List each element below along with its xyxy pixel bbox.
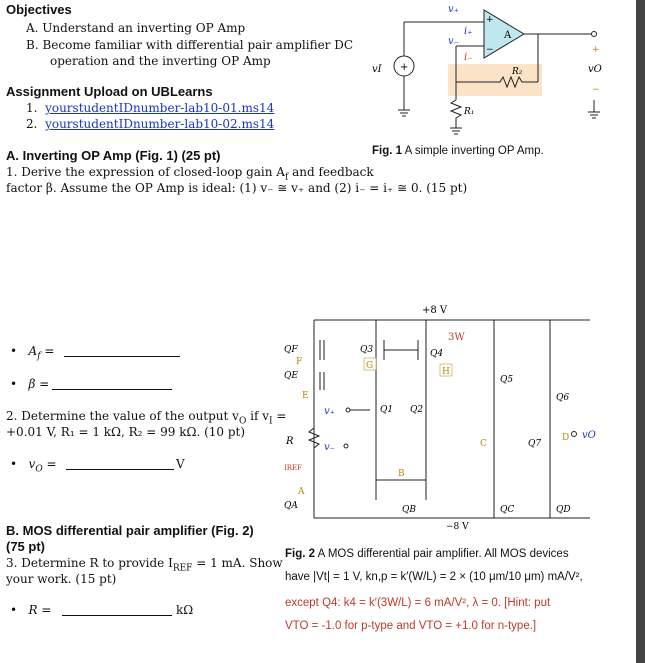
part-a-q2-line2: +0.01 V, R₁ = 1 kΩ, R₂ = 99 kΩ. (10 pt)	[6, 425, 246, 439]
part-b-title-2: (75 pt)	[6, 539, 45, 554]
vo-unit: V	[176, 457, 185, 471]
assignment-title: Assignment Upload on UBLearns	[6, 84, 213, 99]
qa-label: QA	[284, 501, 298, 511]
assignment-file-2[interactable]: 2. yourstudentIDnumber-lab10-02.ms14	[26, 117, 275, 131]
part-a-title: A. Inverting OP Amp (Fig. 1) (25 pt)	[6, 148, 221, 163]
vi-source-plus: +	[400, 62, 409, 73]
vo-label: vO	[588, 64, 602, 75]
r1-label: R₁	[464, 107, 475, 117]
objective-b-line2: operation and the inverting OP Amp	[50, 54, 271, 68]
node-d: D	[562, 433, 570, 443]
beta-answer-line[interactable]	[52, 389, 172, 390]
r1-resistor	[451, 100, 461, 128]
iminus-label: i₋	[464, 52, 473, 63]
vdd-label: +8 V	[422, 305, 448, 316]
qf-label: QF	[284, 345, 298, 355]
vo-terminal	[592, 32, 597, 37]
op-amp-minus-input: −	[486, 45, 494, 55]
fig2-caption-line2: have |Vt| = 1 V, kn,p = k′(W/L) = 2 × (10 μm/10 μm) mA/V²,	[285, 571, 583, 583]
part-b-title-1: B. MOS differential pair amplifier (Fig. 2)	[6, 523, 254, 538]
part-a-q1-line1: 1. Derive the expression of closed-loop gain $A_f$ and feedback	[6, 165, 374, 183]
part-a-q1-line2: factor β. Assume the OP Amp is ideal: (1) v₋ ≅ v₊ and (2) i₋ = i₊ ≅ 0. (15 pt)	[6, 181, 468, 195]
node-f: F	[296, 357, 303, 367]
vss-label: −8 V	[446, 522, 469, 530]
af-answer-line[interactable]	[64, 356, 180, 357]
vo-answer-line[interactable]	[66, 469, 174, 470]
qe-label: QE	[284, 371, 298, 381]
q6-label: Q6	[556, 393, 570, 403]
qc-label: QC	[500, 505, 515, 515]
fig2-diff-pair-circuit	[280, 300, 620, 530]
r-answer: • R =	[10, 603, 52, 617]
r-label: R	[286, 436, 294, 447]
file-link-1[interactable]: yourstudentIDnumber-lab10-01.ms14	[45, 101, 275, 115]
op-amp-plus-input: +	[486, 15, 494, 25]
objective-b-line1: B. Become familiar with differential pair amplifier DC	[26, 38, 354, 52]
fig2-caption-line3: except Q4: k4 = k′(3W/L) = 6 mA/V², λ = 0. [Hint: put	[285, 597, 551, 609]
node-e: E	[302, 391, 309, 401]
q3-label: Q3	[360, 345, 374, 355]
fig1-highlight	[448, 64, 542, 96]
fig2-vo-label: vO	[582, 430, 596, 441]
fig1-caption: Fig. 1 A simple inverting OP Amp.	[372, 145, 544, 157]
iref-label: IREF	[284, 464, 303, 472]
part-a-q2-line1: 2. Determine the value of the output $v_O$ if $v_I$ =	[6, 409, 287, 427]
objectives-title: Objectives	[6, 2, 72, 17]
part-b-q3-line2: your work. (15 pt)	[6, 572, 117, 586]
qb-label: QB	[402, 505, 416, 515]
vo-plus: +	[592, 45, 600, 55]
vo-output-terminal	[572, 432, 577, 437]
r2-label: R₂	[512, 67, 523, 77]
q4-label: Q4	[430, 349, 444, 359]
vp-label: v₊	[324, 406, 335, 417]
qd-label: QD	[556, 505, 571, 515]
assignment-file-1[interactable]: 1. yourstudentIDnumber-lab10-01.ms14	[26, 101, 275, 115]
vo-answer: • $v_O$ =	[10, 457, 57, 475]
r-answer-line[interactable]	[62, 615, 172, 616]
part-b-q3-line1: 3. Determine R to provide $I_{REF} = 1$ mA. Show	[6, 556, 283, 574]
fig1-op-amp-circuit	[360, 0, 630, 148]
fig2-caption-line4: VTO = -1.0 for p-type and VTO = +1.0 for n-type.]	[285, 620, 537, 632]
vi-label: vI	[372, 64, 382, 75]
vo-minus: −	[592, 85, 600, 95]
node-c: C	[480, 439, 487, 449]
vplus-label: v₊	[448, 4, 459, 15]
iplus-label: i₊	[464, 26, 473, 37]
vm-label: v₋	[324, 442, 335, 453]
r-unit: kΩ	[176, 603, 194, 617]
node-b: B	[398, 469, 405, 479]
file-link-2[interactable]: yourstudentIDnumber-lab10-02.ms14	[45, 117, 275, 131]
q1-label: Q1	[380, 405, 394, 415]
fig2-caption-line1: Fig. 2 A MOS differential pair amplifier. All MOS devices	[285, 548, 569, 560]
op-amp-gain-label: A	[504, 30, 512, 41]
objective-a: A. Understand an inverting OP Amp	[26, 21, 246, 35]
w3-label: 3W	[448, 332, 465, 343]
node-h: H	[442, 367, 450, 377]
node-a: A	[298, 487, 305, 497]
q2-label: Q2	[410, 405, 424, 415]
af-answer: • $A_f$ =	[10, 344, 55, 362]
vminus-label: v₋	[448, 36, 459, 47]
page-edge-bar	[636, 0, 645, 663]
node-g: G	[366, 361, 374, 371]
beta-answer: • β =	[10, 377, 50, 391]
q5-label: Q5	[500, 375, 514, 385]
q7-label: Q7	[528, 439, 542, 449]
